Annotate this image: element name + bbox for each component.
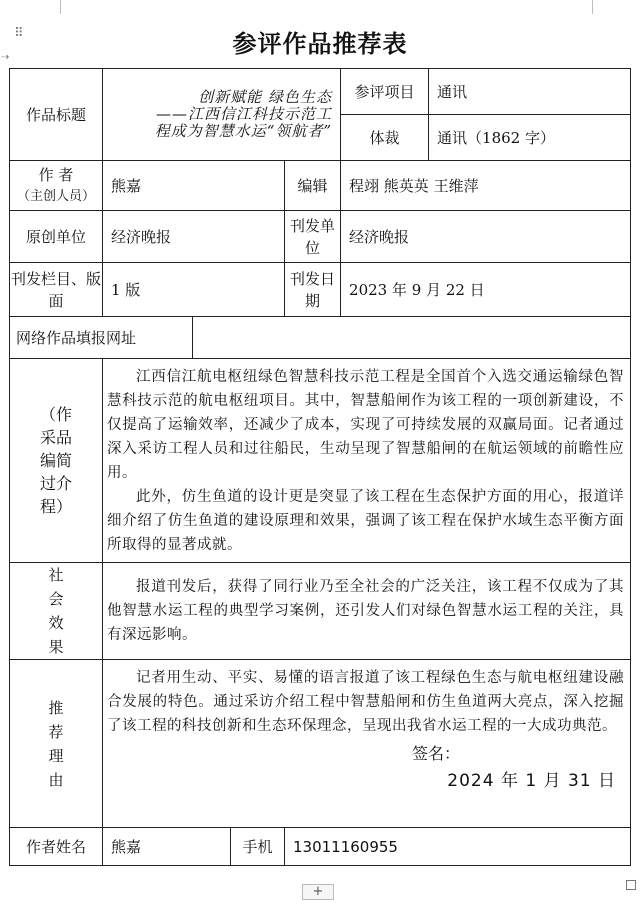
effect-label-cell <box>10 563 103 660</box>
date-label-cell <box>285 263 341 317</box>
pub-unit-value-cell[interactable] <box>341 211 631 263</box>
column-value: 1 版 <box>111 281 141 299</box>
date-label: 刊发日期 <box>290 269 336 310</box>
work-title-line-1: 创新赋能 绿色生态 <box>198 88 333 106</box>
form-title: 参评作品推荐表 <box>232 30 408 58</box>
effect-paragraph: 报道刊发后，获得了同行业乃至全社会的广泛关注，该工程不仅成为了其他智慧水运工程的典型学习案例，还引发人们对绿色智慧水运工程的关注，具有深远影响。 <box>107 579 625 643</box>
editor-value: 程翊 熊英英 王维萍 <box>349 177 479 195</box>
unit-value: 经济晚报 <box>111 228 172 246</box>
reason-label: 推荐理由 <box>48 698 64 789</box>
author-value: 熊嘉 <box>111 177 142 195</box>
author-sub-label: （主创人员） <box>16 188 95 204</box>
intro-label-cell <box>10 359 103 563</box>
project-value: 通讯 <box>437 83 468 101</box>
project-value-cell[interactable] <box>429 69 631 115</box>
column-value-cell[interactable] <box>103 263 285 317</box>
recommendation-form-table <box>9 68 631 866</box>
margin-arrow-icon: ⇢ <box>1 52 10 63</box>
genre-value: 通讯（1862 字） <box>437 129 555 147</box>
reason-paragraph: 记者用生动、平实、易懂的语言报道了该工程绿色生态与航电枢纽建设融合发展的特色。通过采访介绍工程中智慧船闸和仿生鱼道两大亮点，深入挖掘了该工程的科技创新和生态环保理念，呈现出我省水运工程的一大成功典范。 <box>107 670 625 734</box>
intro-paragraph-2: 此外，仿生鱼道的设计更是突显了该工程在生态保护方面的用心，报道详细介绍了仿生鱼道的建设原理和效果，强调了该工程在保护水域生态平衡方面所取得的显著成就。 <box>107 488 625 553</box>
genre-label: 体裁 <box>369 128 400 147</box>
genre-label-cell <box>341 115 429 161</box>
table-move-handle-icon[interactable]: ⠿ <box>14 26 22 41</box>
work-title-cell[interactable] <box>103 69 341 161</box>
reason-label-cell <box>10 660 103 828</box>
editor-value-cell[interactable] <box>341 161 631 211</box>
phone-value: 13011160955 <box>293 837 398 856</box>
unit-label: 原创单位 <box>25 227 86 246</box>
phone-label: 手机 <box>242 837 273 856</box>
work-title-line-2: ——江西信江科技示范工 <box>156 105 333 123</box>
pub-unit-value: 经济晚报 <box>349 228 410 246</box>
name-label: 作者姓名 <box>25 837 86 856</box>
url-value-cell[interactable] <box>193 317 631 359</box>
genre-value-cell[interactable] <box>429 115 631 161</box>
project-label-cell <box>341 69 429 115</box>
effect-label: 社会效果 <box>48 566 64 656</box>
date-value-cell[interactable] <box>341 263 631 317</box>
pub-unit-label: 刊发单位 <box>290 216 336 257</box>
editor-label-cell <box>285 161 341 211</box>
intro-paragraph-1: 江西信江航电枢纽绿色智慧科技示范工程是全国首个入选交通运输绿色智慧科技示范的航电枢纽项目。其中，智慧船闸作为该工程的一项创新建设，不仅提高了运输效率，还减少了成本，实现了可持续发展的双赢局面。记者通过深入采访工程人员和过往船民，生动呈现了智慧船闸的在航运领域的前瞻性应用。 <box>107 368 625 481</box>
signature-date: 2024 年 1 月 31 日 <box>447 771 617 791</box>
author-value-cell[interactable] <box>103 161 285 211</box>
reason-content-cell[interactable] <box>103 660 631 828</box>
intro-label: （作采品编简过介程） <box>39 405 72 516</box>
url-label: 网络作品填报网址 <box>16 328 137 347</box>
date-value: 2023 年 9 月 22 日 <box>349 281 485 299</box>
project-label: 参评项目 <box>354 82 415 101</box>
name-value: 熊嘉 <box>111 838 142 856</box>
signature-label: 签名： <box>412 744 461 763</box>
unit-value-cell[interactable] <box>103 211 285 263</box>
unit-label-cell <box>10 211 103 263</box>
editor-label: 编辑 <box>297 176 328 195</box>
name-value-cell[interactable] <box>103 828 231 866</box>
url-label-cell <box>10 317 193 359</box>
effect-content-cell[interactable] <box>103 563 631 660</box>
table-resize-handle[interactable] <box>626 880 636 890</box>
phone-label-cell <box>231 828 285 866</box>
author-label-cell <box>10 161 103 211</box>
work-title-line-3: 程成为智慧水运“领航者” <box>154 122 333 140</box>
pub-unit-label-cell <box>285 211 341 263</box>
title-label-cell <box>10 69 103 161</box>
column-label: 刊发栏目、版面 <box>10 269 101 310</box>
name-label-cell <box>10 828 103 866</box>
author-label: 作 者 <box>38 165 74 184</box>
column-label-cell <box>10 263 103 317</box>
phone-value-cell[interactable] <box>285 828 631 866</box>
page-corner-mark-left <box>60 0 61 14</box>
add-row-button[interactable]: + <box>302 884 334 900</box>
page-corner-mark-right <box>592 0 593 14</box>
intro-content-cell[interactable] <box>103 359 631 563</box>
title-label: 作品标题 <box>25 105 86 124</box>
